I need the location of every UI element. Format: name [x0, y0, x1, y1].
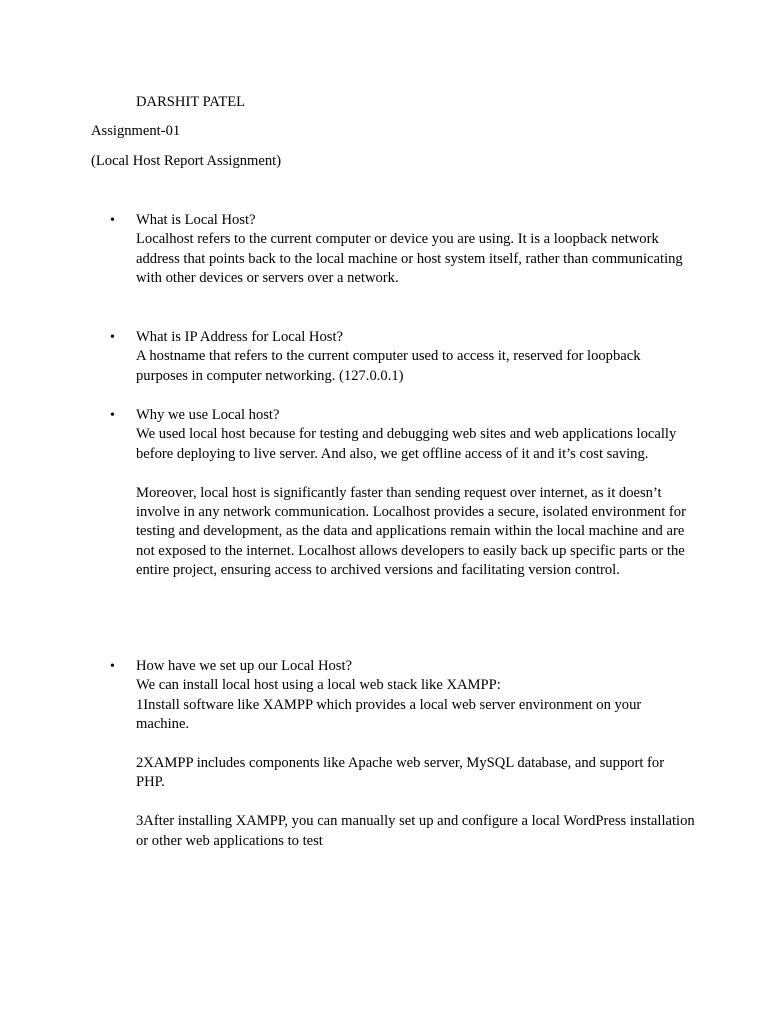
assignment-subtitle: (Local Host Report Assignment)	[91, 153, 282, 169]
question-heading: How have we set up our Local Host?	[136, 658, 353, 674]
answer-paragraph: Localhost refers to the current computer or device you are using. It is a loopback network address that points back to the local machine or host system itself, rather than communicating with other devices or servers over a network.	[136, 231, 683, 287]
question-heading: What is IP Address for Local Host?	[136, 329, 343, 345]
list-item-ip-address	[110, 328, 696, 386]
assignment-label: Assignment-01	[91, 123, 181, 139]
question-heading: What is Local Host?	[136, 212, 256, 228]
paragraph-spacer	[136, 793, 696, 812]
bullet-icon: •	[110, 659, 115, 674]
answer-paragraph: Moreover, local host is significantly faster than sending request over internet, as it doesn’t involve in any network communication. Localhost provides a secure, isolated environment for testing and development, as the data and applications remain within the local machine and are not exposed to the internet. Localhost allows developers to easily back up specific parts or the entire project, ensuring access to archived versions and facilitating version control.	[136, 484, 686, 579]
answer-paragraph: We used local host because for testing and debugging web sites and web applications locally before deploying to live server. And also, we get offline access of it and it’s cost saving.	[136, 426, 677, 462]
author-name: DARSHIT PATEL	[136, 94, 246, 110]
setup-step: 1Install software like XAMPP which provides a local web server environment on your machine.	[136, 696, 642, 733]
setup-step: 2XAMPP includes components like Apache web server, MySQL database, and support for PHP.	[136, 755, 665, 791]
list-item-setup	[110, 657, 696, 851]
answer-paragraph: A hostname that refers to the current computer used to access it, reserved for loopback purposes in computer networking. (127.0.0.1)	[136, 348, 641, 384]
paragraph-spacer	[136, 464, 696, 483]
question-heading: Why we use Local host?	[136, 407, 280, 423]
list-item-local-host	[110, 211, 696, 289]
bullet-icon: •	[110, 213, 115, 228]
bullet-icon: •	[110, 408, 115, 423]
setup-step: 3After installing XAMPP, you can manually set up and configure a local WordPress installation or other web applications to test	[136, 813, 695, 849]
setup-intro: We can install local host using a local web stack like XAMPP:	[136, 677, 501, 694]
paragraph-spacer	[136, 735, 696, 754]
list-item-why-use	[110, 406, 696, 581]
bullet-icon: •	[110, 330, 115, 345]
